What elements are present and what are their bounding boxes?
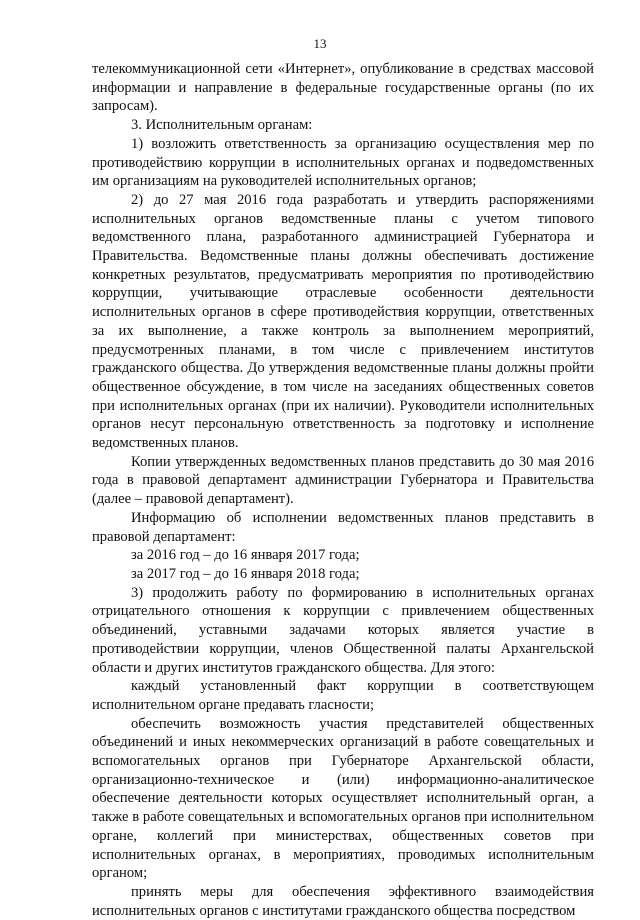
paragraph-publicity: каждый установленный факт коррупции в соответствующем исполнительном органе предавать гласности;: [92, 678, 594, 713]
document-body: [92, 60, 594, 920]
paragraph-participation: обеспечить возможность участия представителей общественных объединений и иных некоммерческих организаций в работе совещательных и вспомогательных органов при Губернаторе Архангельской области, организационно-техническое и (или) информационно-аналитическое обеспечение деятельности которых осуществляет исполнительный орган, а также в работе совещательных и вспомогательных органов при исполнительном органе, коллегий при министерствах, общественных советов при исполнительных органах, в мероприятиях, проводимых исполнительным органом;: [92, 715, 594, 882]
deadline-2017: за 2017 год – до 16 января 2018 года;: [131, 565, 360, 582]
deadline-2016: за 2016 год – до 16 января 2017 года;: [131, 547, 360, 564]
paragraph-item-2: 2) до 27 мая 2016 года разработать и утвердить распоряжениями исполнительных органов ведомственные планы с учетом типового ведомственного плана, разработанного администрацией Губернатора и Правительства. Ведомственные планы должны обеспечивать достижение конкретных результатов, предусматривать мероприятия по противодействию коррупции, учитывающие отраслевые особенности деятельности исполнительных органов в сфере противодействия коррупции, ответственных за их выполнение, а также контроль за выполнением мероприятий, предусмотренных планами, в том числе с привлечением институтов гражданского общества. До утверждения ведомственные планы должны пройти общественное обсуждение, в том числе на заседаниях общественных советов при исполнительных органах (при их наличии). Руководители исполнительных органов несут персональную ответственность за подготовку и исполнение ведомственных планов.: [92, 191, 594, 452]
paragraph-item-3: 3) продолжить работу по формированию в исполнительных органах отрицательного отношения к коррупции с привлечением общественных объединений, уставными задачами которых является участие в противодействии коррупции, членов Общественной палаты Архангельской области и других институтов гражданского общества. Для этого:: [92, 584, 594, 676]
paragraph-copies: Копии утвержденных ведомственных планов представить до 30 мая 2016 года в правовой департамент администрации Губернатора и Правительства (далее – правовой департамент).: [92, 453, 594, 508]
paragraph-item-1: 1) возложить ответственность за организацию осуществления мер по противодействию коррупции в исполнительных органах и подведомственных им организациям на руководителей исполнительных органов;: [92, 135, 594, 190]
paragraph-continuation: телекоммуникационной сети «Интернет», опубликование в средствах массовой информации и направление в федеральные государственные органы (по их запросам).: [92, 61, 594, 115]
paragraph-information: Информацию об исполнении ведомственных планов представить в правовой департамент:: [92, 509, 594, 545]
section-heading-3: 3. Исполнительным органам:: [131, 117, 313, 134]
page-number: 13: [313, 36, 327, 51]
paragraph-interaction: принять меры для обеспечения эффективного взаимодействия исполнительных органов с институтами гражданского общества посредством: [92, 883, 594, 919]
